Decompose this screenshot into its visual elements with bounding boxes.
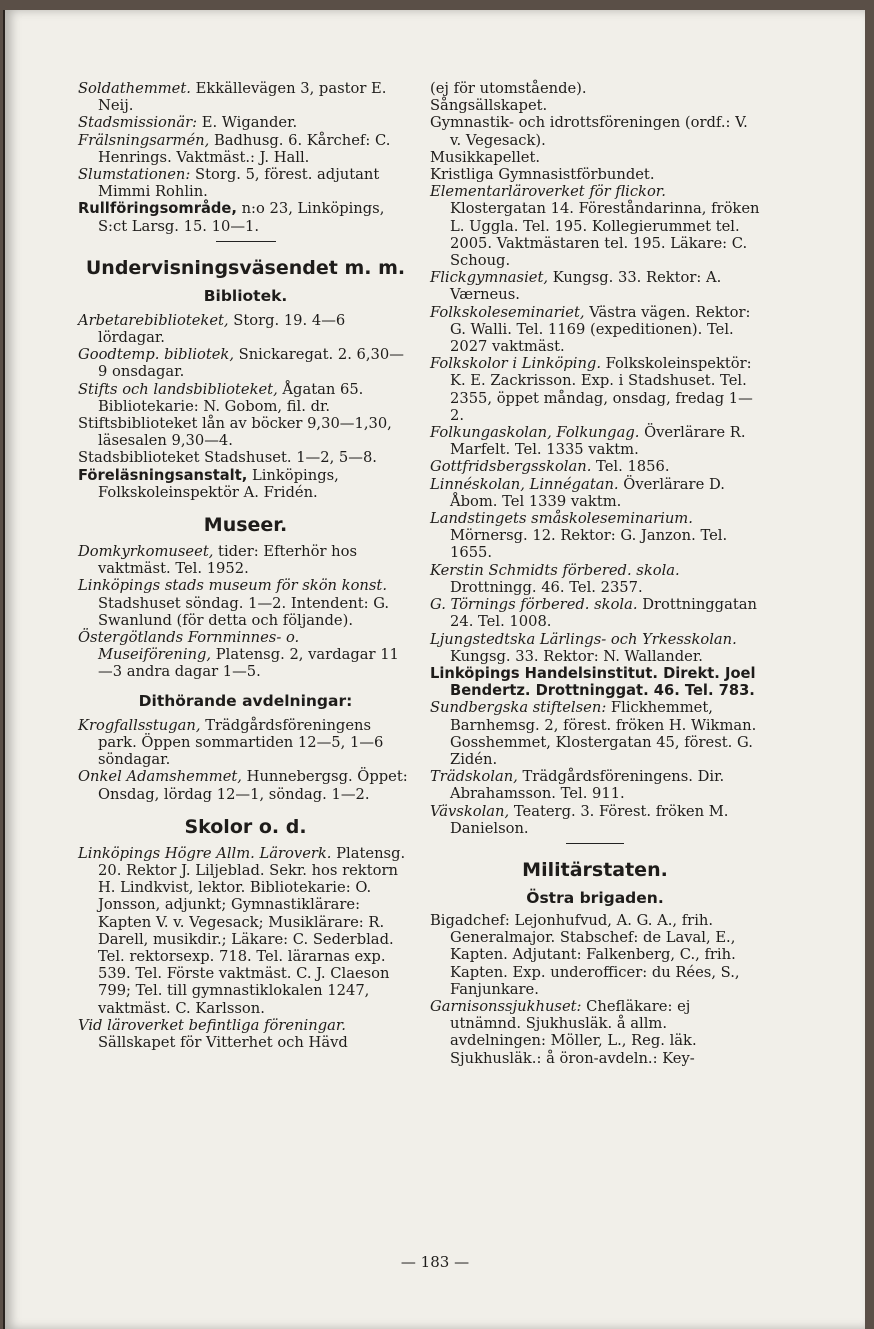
entry-text: Bigadchef: Lejonhufvud, A. G. A., frih. Generalmajor. Stabschef: de Laval, E., Kapten. Adjutant: Falkenberg, C., frih. Kapten. Exp. underofficer: du Rées, S., Fanjunkare. [430, 911, 740, 998]
entry-name: Folkskoleseminariet, [430, 303, 585, 321]
entry-name: G. Törnings förbered. skola. [430, 596, 638, 614]
subsection-heading: Bibliotek. [203, 286, 288, 305]
entry-text: Trädgårdsföreningens. Dir. Abrahamsson. Tel. 911. [450, 768, 725, 803]
directory-entry [430, 183, 760, 269]
directory-entry [78, 1017, 413, 1051]
entry-name: Stadsmissionär: [78, 114, 198, 132]
entry-name: Sundbergska stiftelsen: [430, 699, 607, 717]
entry-text: Mörnersg. 12. Rektor: G. Janzon. Tel. 1655. [450, 527, 728, 562]
section-heading: Skolor o. d. [184, 815, 307, 838]
directory-entry [430, 596, 760, 630]
entry-text: Musikkapellet. [430, 148, 541, 166]
entry-name-bold: Föreläsningsanstalt, [78, 466, 248, 484]
entry-name: Gottfridsbergsskolan. [430, 458, 592, 476]
directory-entry [430, 510, 760, 562]
section-heading: Militärstaten. [522, 858, 668, 881]
directory-entry [430, 699, 760, 768]
directory-entry [78, 346, 413, 380]
directory-entry [430, 166, 760, 183]
directory-entry [430, 803, 760, 837]
entry-text: Stadshuset söndag. 1—2. Intendent: G. Swanlund (för detta och följande). [98, 594, 390, 629]
entry-name: Vävskolan, [430, 802, 510, 820]
directory-entry [430, 149, 760, 166]
entry-text: Trädgårdsföreningens park. Öppen sommartiden 12—5, 1—6 söndagar. [98, 716, 384, 769]
directory-entry [430, 355, 760, 424]
entry-text: Stiftsbiblioteket lån av böcker 9,30—1,30, läsesalen 9,30—4. [78, 415, 392, 450]
entry-text: Överlärare R. Marfelt. Tel. 1335 vaktm. [450, 424, 746, 459]
entry-text: Drottninggatan 24. Tel. 1008. [450, 596, 757, 631]
entry-text: Storg. 19. 4—6 lördagar. [98, 311, 346, 347]
directory-entry [430, 424, 760, 458]
directory-entry [78, 312, 413, 346]
page-number: — 183 — [400, 1253, 470, 1271]
directory-entry [430, 80, 760, 97]
entry-name: Slumstationen: [78, 166, 191, 184]
entry-name: Ljungstedtska Lärlings- och Yrkesskolan. [430, 630, 737, 648]
entry-name: Linköpings stads museum för skön konst. [78, 577, 387, 595]
entry-name: Goodtemp. bibliotek, [78, 346, 234, 364]
entry-name: Soldathemmet. [78, 80, 191, 97]
entry-text: n:o 23, Linköpings, S:ct Larsg. 15. 10—1. [98, 200, 385, 235]
entry-text: Västra vägen. Rektor: G. Walli. Tel. 1169 (expeditionen). Tel. 2027 vaktmäst. [450, 303, 751, 356]
entry-text: Gymnastik- och idrottsföreningen (ordf.: V. v. Vegesack). [430, 114, 748, 149]
directory-entry [430, 476, 760, 510]
entry-name: Folkungaskolan, Folkungag. [430, 424, 640, 442]
entry-text: Badhusg. 6. Kårchef: C. Henrings. Vaktmäst.: J. Hall. [98, 131, 391, 166]
entry-name-bold: Rullföringsområde, [78, 200, 237, 218]
entry-text: Folkskoleinspektör: K. E. Zackrisson. Exp. i Stadshuset. Tel. 2355, öppet måndag, onsdag, fredag 1—2. [450, 355, 753, 424]
section-divider [566, 843, 624, 844]
entry-text: Flickhemmet, Barnhemsg. 2, förest. fröken H. Wikman. Gosshemmet, Klostergatan 45, förest. G. Zidén. [450, 699, 757, 768]
entry-name: Frälsningsarmén, [78, 131, 210, 149]
subsection-heading: Dithörande avdelningar: [138, 691, 353, 710]
entry-name: Kerstin Schmidts förbered. skola. [430, 561, 680, 579]
directory-entry [430, 768, 760, 802]
entry-text: Storg. 5, förest. adjutant Mimmi Rohlin. [98, 166, 380, 201]
entry-name: Garnisonssjukhuset: [430, 997, 582, 1015]
entry-name: Elementarläroverket för flickor. [430, 183, 666, 201]
entry-name: Stifts och landsbiblioteket, [78, 380, 278, 398]
directory-entry [430, 912, 760, 998]
entry-text: E. Wigander. [197, 114, 298, 132]
entry-text: Chefläkare: ej utnämnd. Sjukhusläk. å allm. avdelningen: Möller, L., Reg. läk. Sjukhusläk.: å öron-avdeln.: Key- [450, 997, 697, 1067]
directory-entry [78, 132, 413, 166]
directory-entry [78, 166, 413, 200]
directory-entry [78, 577, 413, 629]
directory-entry [78, 80, 413, 114]
entry-text: Linköpings, Folkskoleinspektör A. Fridén. [98, 466, 339, 501]
directory-entry [78, 629, 413, 681]
section-heading: Museer. [203, 514, 288, 537]
directory-entry [430, 458, 760, 475]
directory-entry [78, 449, 413, 466]
entry-name: Onkel Adamshemmet, [78, 768, 242, 786]
directory-entry [78, 381, 413, 415]
entry-name: Trädskolan, [430, 768, 518, 786]
entry-text: Snickaregat. 2. 6,30—9 onsdagar. [98, 346, 404, 381]
entry-text: Sällskapet för Vitterhet och Hävd [98, 1033, 348, 1051]
directory-entry [430, 97, 760, 114]
entry-text: tider: Efterhör hos vaktmäst. Tel. 1952. [98, 543, 357, 578]
entry-name: Linköpings Högre Allm. Läroverk. [78, 844, 332, 862]
right-column [430, 80, 760, 1067]
entry-text: Kungsg. 33. Rektor: A. Værneus. [450, 269, 722, 304]
entry-text: Klostergatan 14. Föreståndarinna, fröken L. Uggla. Tel. 195. Kollegierummet tel. 2005. Vaktmästaren tel. 195. Läkare: C. Schoug. [450, 200, 760, 270]
entry-name: Domkyrkomuseet, [78, 543, 214, 561]
directory-entry [78, 467, 413, 501]
entry-text: Drottningg. 46. Tel. 2357. [450, 578, 643, 596]
directory-entry [430, 269, 760, 303]
entry-name: Linnéskolan, Linnégatan. [430, 475, 619, 493]
entry-text: Ekkällevägen 3, pastor E. Neij. [98, 80, 387, 115]
directory-entry [78, 717, 413, 769]
entry-name: Krogfallsstugan, [78, 716, 201, 734]
entry-text: Stadsbiblioteket Stadshuset. 1—2, 5—8. [78, 449, 377, 467]
directory-entry [78, 543, 413, 577]
directory-entry [78, 114, 413, 131]
entry-name: Östergötlands Fornminnes- o. Museiförening, [78, 629, 300, 664]
directory-entry [430, 665, 760, 699]
entry-name-bold: Linköpings Handelsinstitut. Direkt. Joel Bendertz. Drottninggat. 46. Tel. 783. [430, 664, 756, 700]
directory-entry [78, 200, 413, 234]
section-divider [216, 241, 276, 242]
directory-entry [78, 845, 413, 1017]
section-heading: Undervisningsväsendet m. m. [85, 256, 406, 279]
left-column [78, 80, 413, 1051]
entry-text: Platensg. 2, vardagar 11—3 andra dagar 1—5. [98, 646, 399, 681]
directory-entry [430, 631, 760, 665]
entry-text: Tel. 1856. [591, 458, 670, 476]
entry-text: Kungsg. 33. Rektor: N. Wallander. [450, 647, 703, 665]
entry-name: Folkskolor i Linköping. [430, 355, 601, 373]
entry-text: Överlärare D. Åbom. Tel 1339 vaktm. [450, 475, 725, 510]
entry-text: Sångsällskapet. [430, 97, 548, 115]
book-page [3, 10, 865, 1329]
entry-text: Hunnebergsg. Öppet: Onsdag, lördag 12—1, söndag. 1—2. [98, 768, 408, 803]
entry-name: Vid läroverket befintliga föreningar. [78, 1016, 346, 1034]
entry-name: Flickgymnasiet, [430, 269, 549, 287]
directory-entry [430, 114, 760, 148]
entry-name: Landstingets småskoleseminarium. [430, 510, 693, 528]
directory-entry [78, 768, 413, 802]
entry-text: Kristliga Gymnasistförbundet. [430, 166, 655, 184]
entry-text: Platensg. 20. Rektor J. Liljeblad. Sekr. hos rektorn H. Lindkvist, lektor. Bibliotekarie: O. Jonsson, adjunkt; Gymnastiklärare: Kapten V. v. Vegesack; Musiklärare: R. Darell, musikdir.; Läkare: C. Sederblad. Tel. rektorsexp. 718. Tel. lärarnas exp. 539. Tel. Förste vaktmäst. C. J. Claeson 799; Tel. till gymnastiklokalen 1247, vaktmäst. C. Karlsson. [98, 844, 406, 1017]
entry-name: Arbetarebiblioteket, [78, 311, 229, 329]
directory-entry [78, 415, 413, 449]
directory-entry [430, 998, 760, 1067]
directory-entry [430, 304, 760, 356]
entry-text: (ej för utomstående). [430, 80, 587, 97]
directory-entry [430, 562, 760, 596]
subsection-heading: Östra brigaden. [526, 888, 664, 907]
entry-text: Teaterg. 3. Förest. fröken M. Danielson. [450, 802, 729, 837]
entry-text: Ågatan 65. Bibliotekarie: N. Gobom, fil. dr. [98, 380, 364, 415]
